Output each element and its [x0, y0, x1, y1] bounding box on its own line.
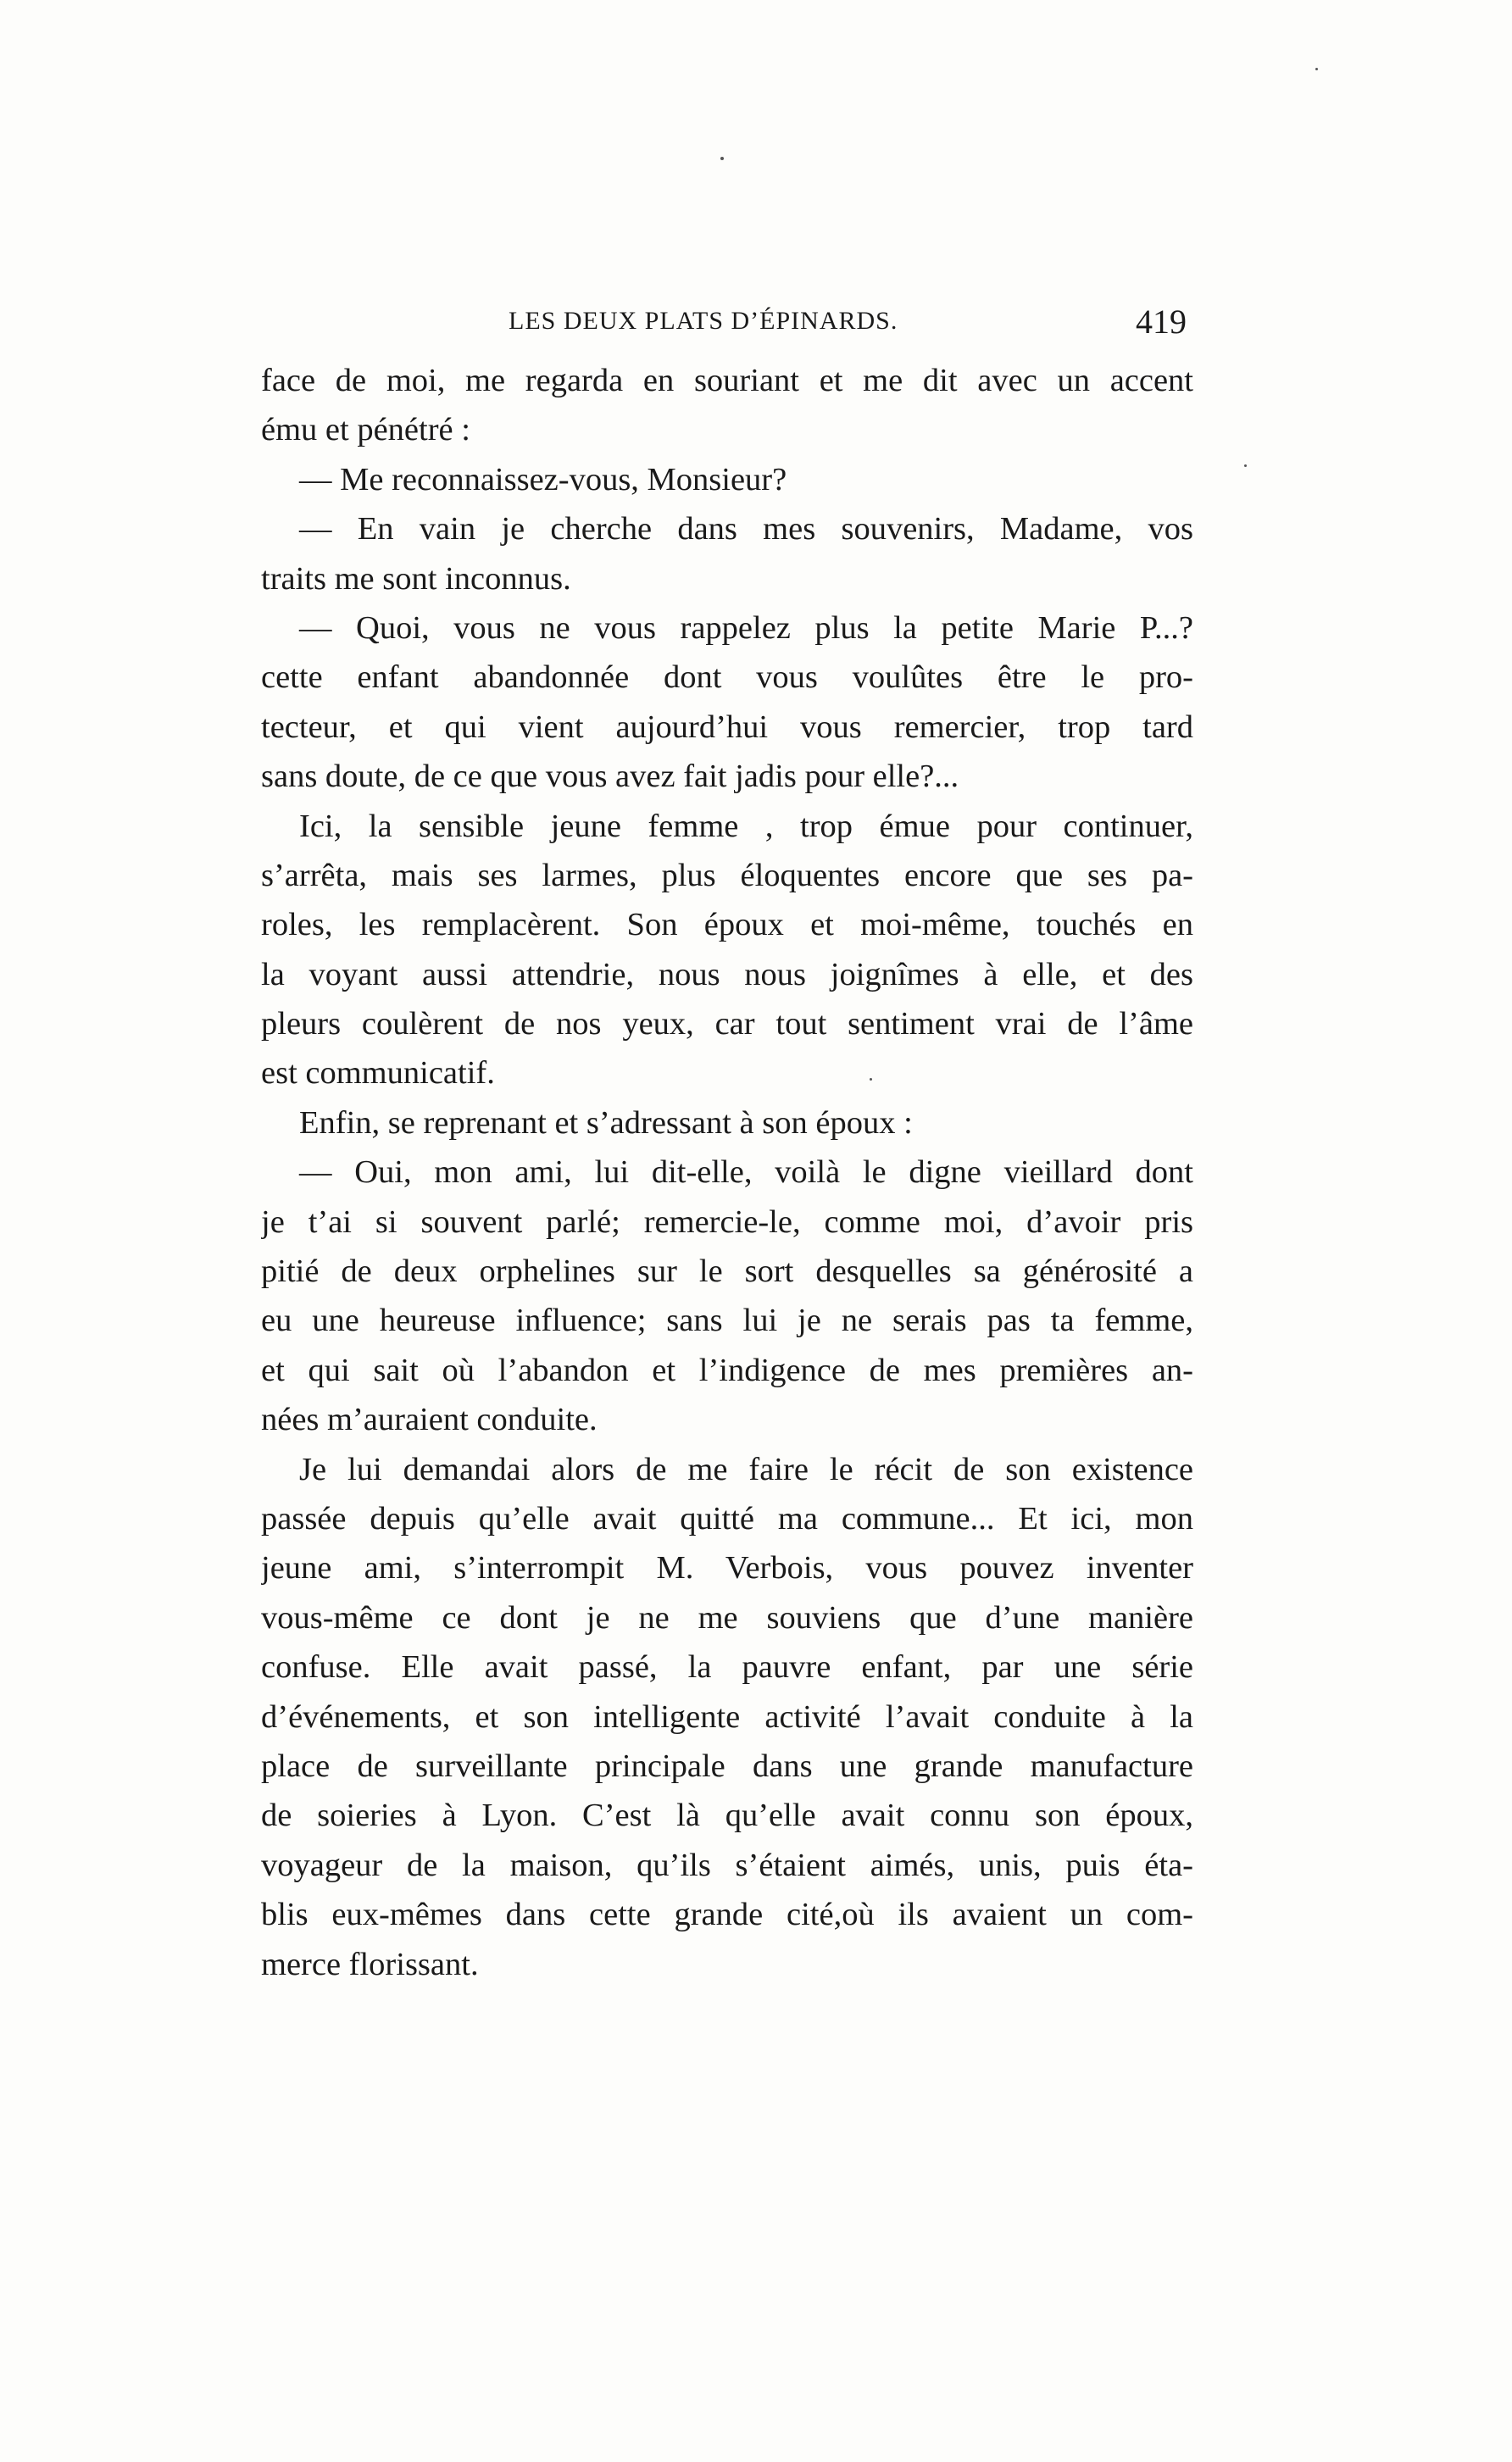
text-line: nées m’auraient conduite. [261, 1402, 598, 1438]
text-line: s’arrêta, mais ses larmes, plus éloquentes encore que ses pa- [261, 857, 1193, 893]
text-line: je t’ai si souvent parlé; remercie-le, comme moi, d’avoir pris [261, 1203, 1193, 1240]
text-line: — Me reconnaissez-vous, Monsieur? [299, 461, 787, 497]
text-line: traits me sont inconnus. [261, 560, 571, 597]
text-line: pitié de deux orphelines sur le sort desquelles sa générosité a [261, 1253, 1193, 1290]
text-line: est communicatif. [261, 1055, 495, 1092]
text-line: blis eux-mêmes dans cette grande cité,où ils avaient un com- [261, 1897, 1193, 1933]
body-text [261, 356, 1193, 1989]
page-number: 419 [1136, 303, 1187, 341]
text-line: Enfin, se reprenant et s’adressant à son époux : [299, 1104, 913, 1141]
running-title: LES DEUX PLATS D’ÉPINARDS. [509, 307, 898, 335]
text-line: cette enfant abandonnée dont vous voulûtes être le pro- [261, 659, 1193, 696]
text-line: la voyant aussi attendrie, nous nous joignîmes à elle, et des [261, 956, 1193, 992]
ink-speck [720, 157, 724, 160]
text-line: — Quoi, vous ne vous rappelez plus la petite Marie P...? [299, 609, 1193, 646]
text-line: eu une heureuse influence; sans lui je ne serais pas ta femme, [261, 1303, 1193, 1339]
text-line: sans doute, de ce que vous avez fait jadis pour elle?... [261, 759, 959, 795]
text-line: voyageur de la maison, qu’ils s’étaient aimés, unis, puis éta- [261, 1847, 1193, 1883]
text-line: tecteur, et qui vient aujourd’hui vous remercier, trop tard [261, 709, 1193, 745]
text-line: Je lui demandai alors de me faire le récit de son existence [299, 1451, 1193, 1487]
text-line: place de surveillante principale dans une grande manufacture [261, 1748, 1193, 1784]
text-line: pleurs coulèrent de nos yeux, car tout sentiment vrai de l’âme [261, 1006, 1193, 1042]
text-line: face de moi, me regarda en souriant et me dit avec un accent [261, 363, 1193, 398]
text-line: roles, les remplacèrent. Son époux et moi-même, touchés en [261, 907, 1193, 943]
text-line: jeune ami, s’interrompit M. Verbois, vous pouvez inventer [261, 1550, 1193, 1587]
text-line: merce florissant. [261, 1946, 479, 1982]
page-header [254, 303, 1187, 349]
text-line: confuse. Elle avait passé, la pauvre enfant, par une série [261, 1649, 1193, 1686]
text-line: ému et pénétré : [261, 412, 470, 448]
ink-speck [1315, 68, 1318, 70]
text-line: — Oui, mon ami, lui dit-elle, voilà le digne vieillard dont [299, 1154, 1193, 1191]
text-line: Ici, la sensible jeune femme , trop émue pour continuer, [299, 808, 1193, 844]
text-line: vous-même ce dont je ne me souviens que d’une manière [261, 1599, 1193, 1636]
text-line: et qui sait où l’abandon et l’indigence de mes premières an- [261, 1352, 1193, 1388]
ink-speck [1244, 464, 1247, 467]
text-line: — En vain je cherche dans mes souvenirs, Madame, vos [299, 511, 1193, 547]
text-line: passée depuis qu’elle avait quitté ma commune... Et ici, mon [261, 1500, 1193, 1537]
text-line: d’événements, et son intelligente activité l’avait conduite à la [261, 1698, 1193, 1735]
text-line: de soieries à Lyon. C’est là qu’elle avait connu son époux, [261, 1798, 1193, 1834]
